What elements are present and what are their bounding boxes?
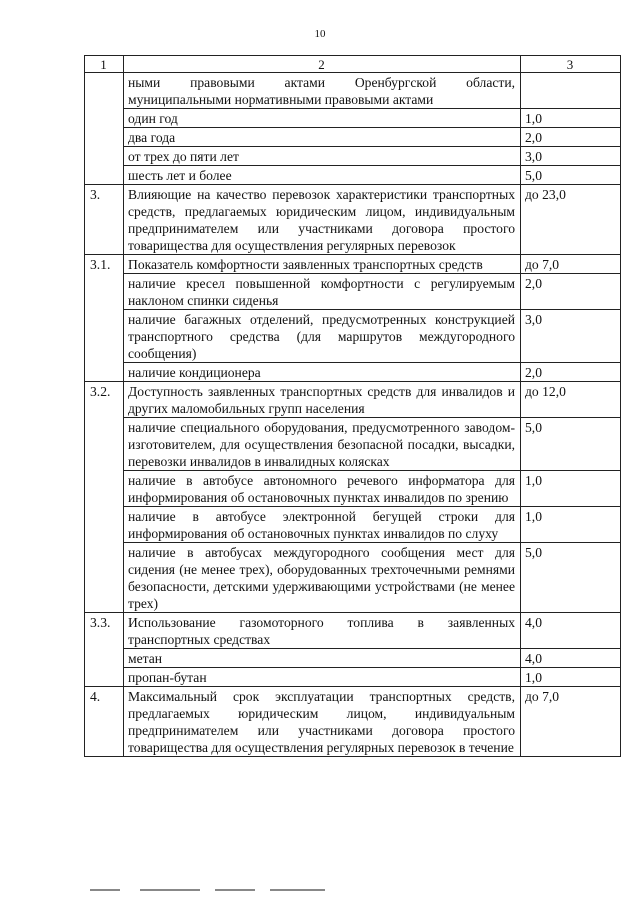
table-row [85,166,621,185]
row-value: 1,0 [521,471,621,507]
row-value: 2,0 [521,128,621,147]
header-col-1: 1 [85,56,124,73]
table-row [85,687,621,757]
row-value: 4,0 [521,649,621,668]
row-text: наличие в автобусе электронной бегущей строки для информирования об остановочных пунктах инвалидов по слуху [124,507,521,543]
row-number: 3. [85,185,124,255]
row-text: Использование газомоторного топлива в заявленных транспортных средствах [124,613,521,649]
row-text: от трех до пяти лет [124,147,521,166]
row-text: наличие в автобусе автономного речевого информатора для информирования об остановочных пунктах инвалидов по зрению [124,471,521,507]
row-value: до 7,0 [521,687,621,757]
row-value: 5,0 [521,418,621,471]
row-value: до 12,0 [521,382,621,418]
page-number: 10 [314,28,326,40]
row-text: Влияющие на качество перевозок характеристики транспортных средств, предлагаемых юридическим лицом, индивидуальным предпринимателем или участниками договора простого товарищества для осуществления регулярных перевозок [124,185,521,255]
row-value: 1,0 [521,109,621,128]
table-row [85,109,621,128]
row-number: 3.1. [85,255,124,382]
table-row [85,471,621,507]
table-row [85,310,621,363]
table-row [85,185,621,255]
scan-mark [140,889,200,891]
row-text: наличие кресел повышенной комфортности с регулируемым наклоном спинки сиденья [124,274,521,310]
row-text: Доступность заявленных транспортных средств для инвалидов и других маломобильных групп населения [124,382,521,418]
scan-mark [270,889,325,891]
row-text: метан [124,649,521,668]
table-row [85,274,621,310]
table-row [85,382,621,418]
scan-mark [215,889,255,891]
row-value: 4,0 [521,613,621,649]
table-row [85,363,621,382]
criteria-table [84,55,621,757]
row-text: два года [124,128,521,147]
table-row [85,418,621,471]
table-row [85,255,621,274]
row-number: 3.2. [85,382,124,613]
table-header-row [85,56,621,73]
row-text: наличие багажных отделений, предусмотренных конструкцией транспортного средства (для маршрутов междугородного сообщения) [124,310,521,363]
row-value: 3,0 [521,310,621,363]
scan-mark [90,889,120,891]
row-text: наличие специального оборудования, предусмотренного заводом-изготовителем, для осуществления безопасной посадки, высадки, перевозки инвалидов в инвалидных колясках [124,418,521,471]
row-value: 2,0 [521,274,621,310]
row-text: Максимальный срок эксплуатации транспортных средств, предлагаемых юридическим лицом, индивидуальным предпринимателем или участниками договора простого товарищества для осуществления регулярных перевозок в течение [124,687,521,757]
table-row [85,147,621,166]
table-row [85,507,621,543]
row-value: 2,0 [521,363,621,382]
row-text: наличие в автобусах междугородного сообщения мест для сидения (не менее трех), оборудованных трехточечными ремнями безопасности, детскими удерживающими устройствами (не менее трех) [124,543,521,613]
table-row [85,128,621,147]
table-row [85,649,621,668]
row-value: 5,0 [521,543,621,613]
row-text: один год [124,109,521,128]
row-number: 4. [85,687,124,757]
row-value [521,73,621,109]
table-row [85,668,621,687]
row-number: 3.3. [85,613,124,687]
scan-artifact-marks [90,889,490,895]
table-row [85,73,621,109]
row-value: до 7,0 [521,255,621,274]
table-row [85,543,621,613]
row-text: Показатель комфортности заявленных транспортных средств [124,255,521,274]
row-value: 5,0 [521,166,621,185]
row-value: 1,0 [521,507,621,543]
row-value: 3,0 [521,147,621,166]
header-col-2: 2 [124,56,521,73]
row-text: ными правовыми актами Оренбургской области, муниципальными нормативными правовыми актами [124,73,521,109]
row-value: 1,0 [521,668,621,687]
row-number [85,73,124,185]
row-text: пропан-бутан [124,668,521,687]
row-text: наличие кондиционера [124,363,521,382]
row-value: до 23,0 [521,185,621,255]
row-text: шесть лет и более [124,166,521,185]
header-col-3: 3 [521,56,621,73]
table-row [85,613,621,649]
